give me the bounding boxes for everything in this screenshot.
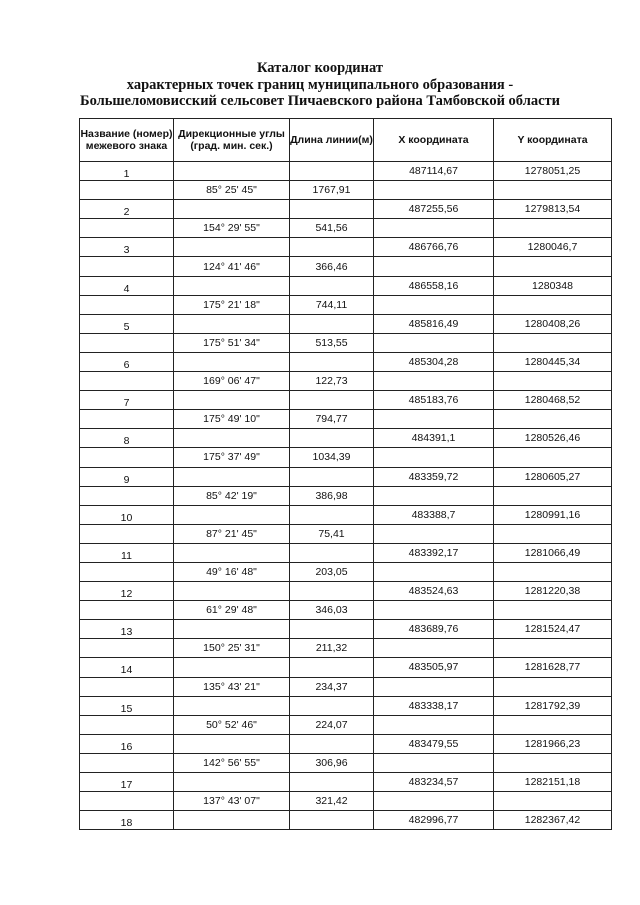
- empty-cell: [174, 238, 290, 257]
- empty-cell: [80, 524, 174, 543]
- empty-cell: [174, 696, 290, 715]
- point-row: [80, 658, 612, 677]
- empty-cell: [494, 562, 612, 581]
- catalog-subtitle: характерных точек границ муниципального образования -: [126, 77, 514, 93]
- direction-angle-cell: 169° 06' 47": [174, 372, 290, 391]
- empty-cell: [374, 524, 494, 543]
- empty-cell: [290, 314, 374, 333]
- empty-cell: [374, 181, 494, 200]
- empty-cell: [494, 372, 612, 391]
- empty-cell: [374, 257, 494, 276]
- point-name-cell: 10: [80, 505, 174, 524]
- empty-cell: [80, 219, 174, 238]
- line-length-cell: 541,56: [290, 219, 374, 238]
- segment-row: [80, 562, 612, 581]
- y-coordinate-cell: 1280348: [494, 276, 612, 295]
- y-coordinate-cell: 1280468,52: [494, 391, 612, 410]
- line-length-cell: 386,98: [290, 486, 374, 505]
- empty-cell: [174, 658, 290, 677]
- empty-cell: [80, 448, 174, 467]
- empty-cell: [494, 715, 612, 734]
- empty-cell: [80, 372, 174, 391]
- x-coordinate-cell: 483505,97: [374, 658, 494, 677]
- empty-cell: [80, 715, 174, 734]
- empty-cell: [374, 715, 494, 734]
- point-row: [80, 467, 612, 486]
- empty-cell: [80, 792, 174, 811]
- coordinates-table: [79, 118, 612, 830]
- empty-cell: [494, 410, 612, 429]
- empty-cell: [374, 295, 494, 314]
- point-row: [80, 200, 612, 219]
- header-point-name: Название (номер) межевого знака: [80, 119, 174, 162]
- empty-cell: [80, 639, 174, 658]
- x-coordinate-cell: 482996,77: [374, 811, 494, 830]
- line-length-cell: 1034,39: [290, 448, 374, 467]
- empty-cell: [494, 601, 612, 620]
- direction-angle-cell: 142° 56' 55": [174, 753, 290, 772]
- empty-cell: [174, 505, 290, 524]
- empty-cell: [290, 620, 374, 639]
- empty-cell: [80, 295, 174, 314]
- point-row: [80, 276, 612, 295]
- point-name-cell: 9: [80, 467, 174, 486]
- empty-cell: [290, 238, 374, 257]
- line-length-cell: 203,05: [290, 562, 374, 581]
- direction-angle-cell: 175° 21' 18": [174, 295, 290, 314]
- empty-cell: [494, 677, 612, 696]
- empty-cell: [80, 562, 174, 581]
- point-row: [80, 773, 612, 792]
- segment-row: [80, 639, 612, 658]
- empty-cell: [290, 276, 374, 295]
- direction-angle-cell: 175° 37' 49": [174, 448, 290, 467]
- segment-row: [80, 601, 612, 620]
- point-row: [80, 162, 612, 181]
- table-body: [80, 162, 612, 830]
- empty-cell: [174, 811, 290, 830]
- segment-row: [80, 372, 612, 391]
- catalog-subtitle-region: Большеломовисский сельсовет Пичаевского района Тамбовской области: [79, 93, 560, 109]
- header-y-coordinate: Y координата: [494, 119, 612, 162]
- segment-row: [80, 677, 612, 696]
- x-coordinate-cell: 483338,17: [374, 696, 494, 715]
- y-coordinate-cell: 1280445,34: [494, 352, 612, 371]
- point-name-cell: 17: [80, 773, 174, 792]
- empty-cell: [290, 811, 374, 830]
- line-length-cell: 75,41: [290, 524, 374, 543]
- empty-cell: [174, 352, 290, 371]
- y-coordinate-cell: 1280605,27: [494, 467, 612, 486]
- empty-cell: [290, 696, 374, 715]
- x-coordinate-cell: 485183,76: [374, 391, 494, 410]
- point-name-cell: 7: [80, 391, 174, 410]
- y-coordinate-cell: 1280526,46: [494, 429, 612, 448]
- y-coordinate-cell: 1282367,42: [494, 811, 612, 830]
- point-row: [80, 620, 612, 639]
- empty-cell: [290, 429, 374, 448]
- empty-cell: [290, 582, 374, 601]
- x-coordinate-cell: 487255,56: [374, 200, 494, 219]
- point-row: [80, 734, 612, 753]
- x-coordinate-cell: 484391,1: [374, 429, 494, 448]
- empty-cell: [80, 257, 174, 276]
- x-coordinate-cell: 485816,49: [374, 314, 494, 333]
- line-length-cell: 306,96: [290, 753, 374, 772]
- direction-angle-cell: 87° 21' 45": [174, 524, 290, 543]
- point-name-cell: 16: [80, 734, 174, 753]
- point-row: [80, 543, 612, 562]
- point-row: [80, 352, 612, 371]
- line-length-cell: 513,55: [290, 333, 374, 352]
- empty-cell: [374, 333, 494, 352]
- empty-cell: [174, 276, 290, 295]
- x-coordinate-cell: 483234,57: [374, 773, 494, 792]
- empty-cell: [80, 753, 174, 772]
- header-x-coordinate: X координата: [374, 119, 494, 162]
- y-coordinate-cell: 1281792,39: [494, 696, 612, 715]
- direction-angle-cell: 150° 25' 31": [174, 639, 290, 658]
- segment-row: [80, 219, 612, 238]
- empty-cell: [290, 352, 374, 371]
- point-row: [80, 238, 612, 257]
- point-name-cell: 12: [80, 582, 174, 601]
- line-length-cell: 211,32: [290, 639, 374, 658]
- empty-cell: [494, 219, 612, 238]
- line-length-cell: 794,77: [290, 410, 374, 429]
- empty-cell: [290, 162, 374, 181]
- segment-row: [80, 257, 612, 276]
- line-length-cell: 366,46: [290, 257, 374, 276]
- header-direction-angle: Дирекционные углы (град. мин. сек.): [174, 119, 290, 162]
- empty-cell: [80, 333, 174, 352]
- segment-row: [80, 448, 612, 467]
- empty-cell: [494, 486, 612, 505]
- x-coordinate-cell: 483392,17: [374, 543, 494, 562]
- x-coordinate-cell: 486558,16: [374, 276, 494, 295]
- point-name-cell: 2: [80, 200, 174, 219]
- point-name-cell: 5: [80, 314, 174, 333]
- y-coordinate-cell: 1280991,16: [494, 505, 612, 524]
- empty-cell: [494, 792, 612, 811]
- empty-cell: [494, 639, 612, 658]
- empty-cell: [494, 753, 612, 772]
- point-row: [80, 505, 612, 524]
- y-coordinate-cell: 1281628,77: [494, 658, 612, 677]
- segment-row: [80, 333, 612, 352]
- segment-row: [80, 715, 612, 734]
- empty-cell: [374, 372, 494, 391]
- empty-cell: [374, 792, 494, 811]
- header-line-length: Длина линии(м): [290, 119, 374, 162]
- empty-cell: [374, 410, 494, 429]
- empty-cell: [174, 391, 290, 410]
- direction-angle-cell: 61° 29' 48": [174, 601, 290, 620]
- x-coordinate-cell: 486766,76: [374, 238, 494, 257]
- empty-cell: [494, 448, 612, 467]
- point-row: [80, 582, 612, 601]
- point-name-cell: 15: [80, 696, 174, 715]
- y-coordinate-cell: 1278051,25: [494, 162, 612, 181]
- point-row: [80, 811, 612, 830]
- empty-cell: [174, 314, 290, 333]
- empty-cell: [374, 486, 494, 505]
- empty-cell: [80, 601, 174, 620]
- segment-row: [80, 295, 612, 314]
- line-length-cell: 224,07: [290, 715, 374, 734]
- empty-cell: [290, 773, 374, 792]
- empty-cell: [290, 543, 374, 562]
- empty-cell: [374, 753, 494, 772]
- y-coordinate-cell: 1280408,26: [494, 314, 612, 333]
- direction-angle-cell: 124° 41' 46": [174, 257, 290, 276]
- empty-cell: [174, 620, 290, 639]
- direction-angle-cell: 135° 43' 21": [174, 677, 290, 696]
- empty-cell: [174, 429, 290, 448]
- segment-row: [80, 524, 612, 543]
- y-coordinate-cell: 1280046,7: [494, 238, 612, 257]
- x-coordinate-cell: 483524,63: [374, 582, 494, 601]
- empty-cell: [374, 677, 494, 696]
- empty-cell: [290, 505, 374, 524]
- x-coordinate-cell: 487114,67: [374, 162, 494, 181]
- x-coordinate-cell: 483689,76: [374, 620, 494, 639]
- empty-cell: [494, 257, 612, 276]
- y-coordinate-cell: 1282151,18: [494, 773, 612, 792]
- empty-cell: [80, 410, 174, 429]
- direction-angle-cell: 175° 49' 10": [174, 410, 290, 429]
- empty-cell: [174, 467, 290, 486]
- segment-row: [80, 753, 612, 772]
- point-row: [80, 696, 612, 715]
- empty-cell: [374, 601, 494, 620]
- y-coordinate-cell: 1281524,47: [494, 620, 612, 639]
- empty-cell: [174, 773, 290, 792]
- direction-angle-cell: 137° 43' 07": [174, 792, 290, 811]
- direction-angle-cell: 50° 52' 46": [174, 715, 290, 734]
- line-length-cell: 346,03: [290, 601, 374, 620]
- point-name-cell: 6: [80, 352, 174, 371]
- catalog-title: Каталог координат: [256, 60, 384, 76]
- empty-cell: [290, 200, 374, 219]
- x-coordinate-cell: 483479,55: [374, 734, 494, 753]
- point-name-cell: 13: [80, 620, 174, 639]
- y-coordinate-cell: 1279813,54: [494, 200, 612, 219]
- line-length-cell: 1767,91: [290, 181, 374, 200]
- empty-cell: [494, 524, 612, 543]
- empty-cell: [494, 333, 612, 352]
- point-name-cell: 1: [80, 162, 174, 181]
- segment-row: [80, 486, 612, 505]
- table-header-row: [80, 119, 612, 162]
- point-name-cell: 14: [80, 658, 174, 677]
- line-length-cell: 744,11: [290, 295, 374, 314]
- point-row: [80, 429, 612, 448]
- point-name-cell: 8: [80, 429, 174, 448]
- x-coordinate-cell: 483359,72: [374, 467, 494, 486]
- empty-cell: [290, 467, 374, 486]
- y-coordinate-cell: 1281220,38: [494, 582, 612, 601]
- direction-angle-cell: 85° 25' 45": [174, 181, 290, 200]
- empty-cell: [374, 639, 494, 658]
- y-coordinate-cell: 1281066,49: [494, 543, 612, 562]
- empty-cell: [374, 448, 494, 467]
- empty-cell: [174, 200, 290, 219]
- line-length-cell: 234,37: [290, 677, 374, 696]
- x-coordinate-cell: 483388,7: [374, 505, 494, 524]
- line-length-cell: 122,73: [290, 372, 374, 391]
- direction-angle-cell: 154° 29' 55": [174, 219, 290, 238]
- empty-cell: [80, 677, 174, 696]
- direction-angle-cell: 175° 51' 34": [174, 333, 290, 352]
- point-row: [80, 391, 612, 410]
- empty-cell: [374, 562, 494, 581]
- empty-cell: [174, 734, 290, 753]
- segment-row: [80, 792, 612, 811]
- empty-cell: [80, 181, 174, 200]
- empty-cell: [290, 391, 374, 410]
- point-name-cell: 18: [80, 811, 174, 830]
- empty-cell: [174, 543, 290, 562]
- point-name-cell: 4: [80, 276, 174, 295]
- y-coordinate-cell: 1281966,23: [494, 734, 612, 753]
- point-row: [80, 314, 612, 333]
- point-name-cell: 3: [80, 238, 174, 257]
- x-coordinate-cell: 485304,28: [374, 352, 494, 371]
- empty-cell: [494, 295, 612, 314]
- direction-angle-cell: 49° 16' 48": [174, 562, 290, 581]
- point-name-cell: 11: [80, 543, 174, 562]
- empty-cell: [494, 181, 612, 200]
- segment-row: [80, 410, 612, 429]
- empty-cell: [290, 734, 374, 753]
- empty-cell: [290, 658, 374, 677]
- line-length-cell: 321,42: [290, 792, 374, 811]
- empty-cell: [174, 162, 290, 181]
- segment-row: [80, 181, 612, 200]
- empty-cell: [80, 486, 174, 505]
- empty-cell: [374, 219, 494, 238]
- empty-cell: [174, 582, 290, 601]
- direction-angle-cell: 85° 42' 19": [174, 486, 290, 505]
